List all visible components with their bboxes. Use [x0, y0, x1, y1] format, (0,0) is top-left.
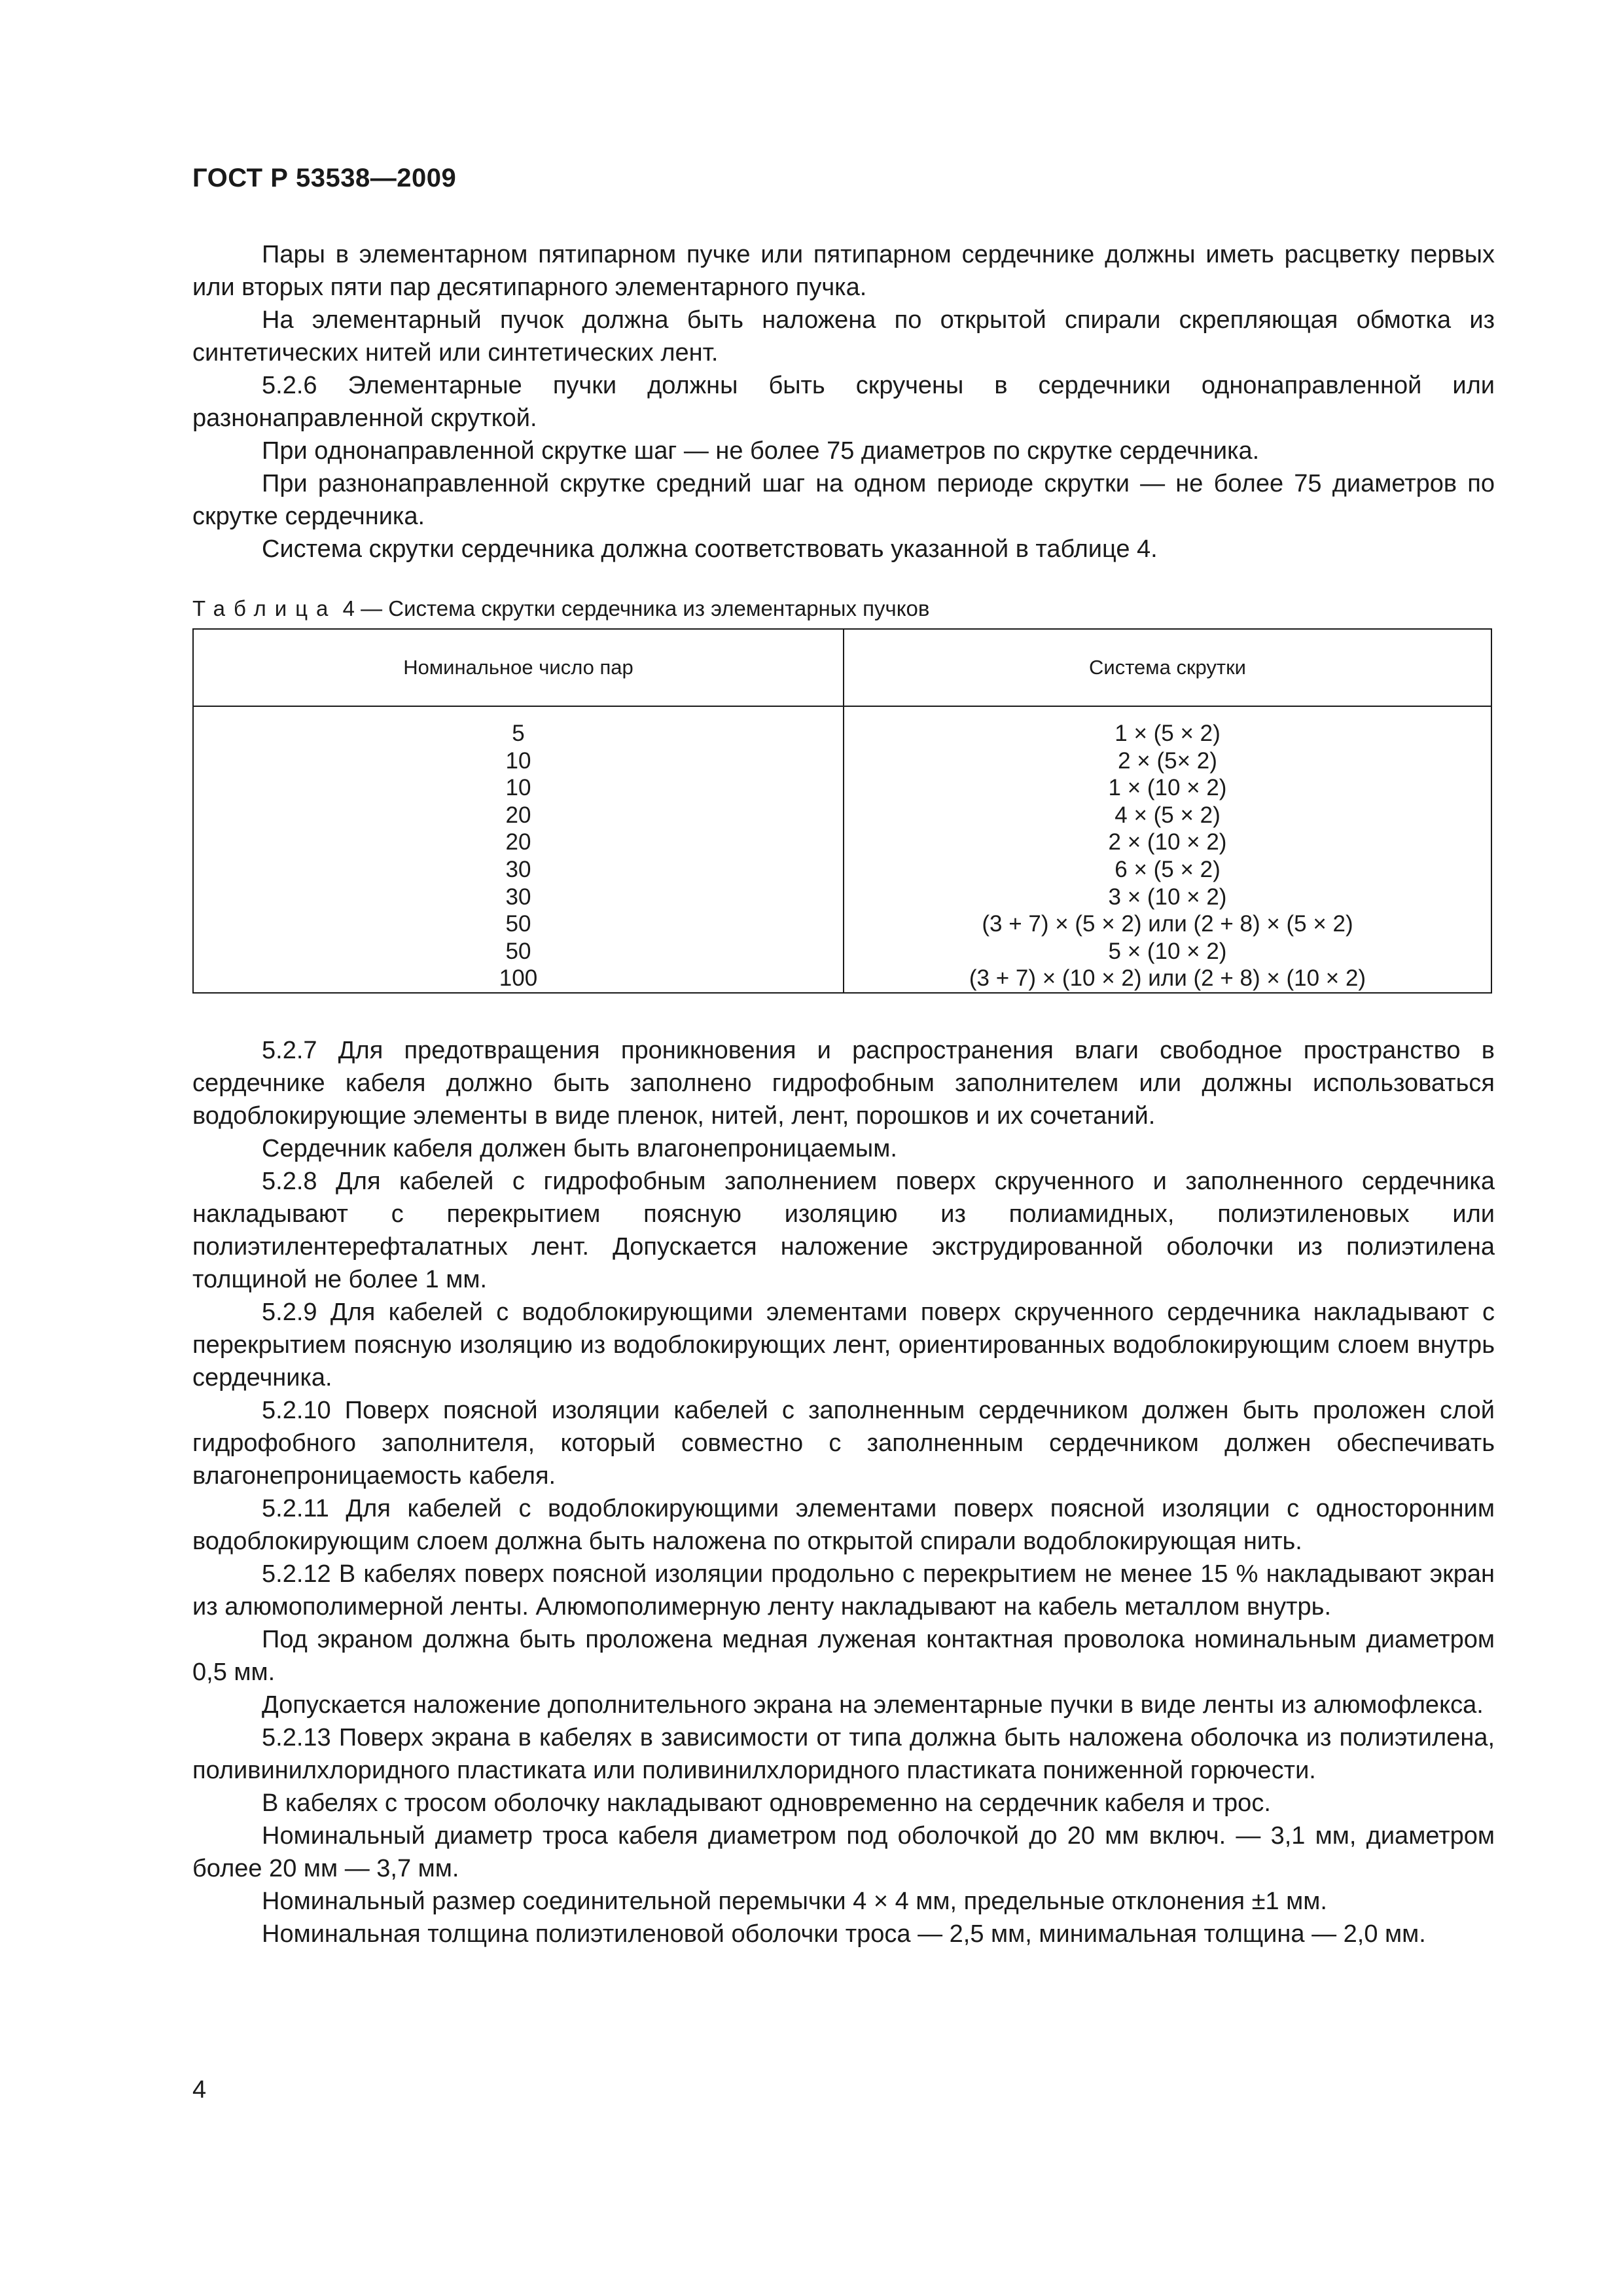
table-cell-twist-system: 5 × (10 × 2): [1108, 938, 1227, 964]
paragraph: При однонаправленной скрутке шаг — не более 75 диаметров по скрутке сердечника.: [262, 437, 1260, 465]
table-cell-pairs: 100: [499, 965, 538, 992]
table-header-divider: [194, 706, 1491, 707]
paragraph: Номинальный размер соединительной перемычки 4 × 4 мм, предельные отклонения ±1 мм.: [262, 1888, 1327, 1915]
table-cell-pairs: 20: [505, 802, 531, 828]
paragraph: Под экраном должна быть проложена медная луженая контактная проволока номинальным диаметром 0,5 мм.: [192, 1626, 1495, 1686]
table-cell-twist-system: 1 × (10 × 2): [1108, 775, 1227, 801]
paragraph: В кабелях с тросом оболочку накладывают одновременно на сердечник кабеля и трос.: [262, 1789, 1271, 1817]
table-cell-pairs: 50: [505, 938, 531, 964]
table-cell-pairs: 20: [505, 829, 531, 855]
paragraph: 5.2.12 В кабелях поверх поясной изоляции продольно с перекрытием не менее 15 % накладывают экран из алюмополимерной ленты. Алюмополимерную ленту накладывают на кабель металлом внутрь.: [192, 1560, 1495, 1621]
table-cell-twist-system: 3 × (10 × 2): [1108, 884, 1227, 910]
table-cell-pairs: 30: [505, 884, 531, 910]
table-cell-pairs: 10: [505, 775, 531, 801]
table-cell-twist-system: 4 × (5 × 2): [1115, 802, 1221, 828]
table-cell-twist-system: 2 × (5× 2): [1118, 747, 1217, 774]
table-cell-pairs: 50: [505, 911, 531, 937]
twist-system-table: [192, 628, 1492, 994]
table-cell-twist-system: (3 + 7) × (10 × 2) или (2 + 8) × (10 × 2): [969, 965, 1366, 992]
paragraph: Номинальный диаметр троса кабеля диаметром под оболочкой до 20 мм включ. — 3,1 мм, диаметром более 20 мм — 3,7 мм.: [192, 1822, 1495, 1882]
paragraph: 5.2.9 Для кабелей с водоблокирующими элементами поверх скрученного сердечника накладывают с перекрытием поясную изоляцию из водоблокирующих лент, ориентированных водоблокирующим слоем внутрь сердечника.: [192, 1299, 1495, 1391]
body-text-top: [192, 238, 1495, 565]
paragraph: 5.2.8 Для кабелей с гидрофобным заполнением поверх скрученного и заполненного сердечника накладывают с перекрытием поясную изоляцию из полиамидных, полиэтиленовых или полиэтилентерефталатных лент. Допускается наложение экструдированной оболочки из полиэтилена толщиной не более 1 мм.: [192, 1168, 1495, 1293]
table-cell-twist-system: 6 × (5 × 2): [1115, 856, 1221, 882]
paragraph: Сердечник кабеля должен быть влагонепроницаемым.: [262, 1135, 897, 1162]
table-header-twist-system: Система скрутки: [1089, 656, 1246, 679]
paragraph: Пары в элементарном пятипарном пучке или пятипарном сердечнике должны иметь расцветку первых или вторых пяти пар десятипарного элементарного пучка.: [192, 241, 1495, 301]
table-header-pairs: Номинальное число пар: [403, 656, 633, 679]
table-cell-twist-system: 1 × (5 × 2): [1115, 721, 1221, 746]
table-cell-pairs: 10: [505, 747, 531, 774]
paragraph: 5.2.10 Поверх поясной изоляции кабелей с заполненным сердечником должен быть проложен слой гидрофобного заполнителя, который совместно с заполненным сердечником должен обеспечивать влагонепроницаемость кабеля.: [192, 1397, 1495, 1490]
table-cell-twist-system: (3 + 7) × (5 × 2) или (2 + 8) × (5 × 2): [982, 911, 1353, 937]
paragraph: 5.2.7 Для предотвращения проникновения и распространения влаги свободное пространство в сердечнике кабеля должно быть заполнено гидрофобным заполнителем или должны использоваться водоблокирующие элементы в виде пленок, нитей, лент, порошков и их сочетаний.: [192, 1037, 1495, 1130]
table-caption-title: 4 — Система скрутки сердечника из элементарных пучков: [342, 596, 930, 620]
paragraph: При разнонаправленной скрутке средний шаг на одном периоде скрутки — не более 75 диаметров по скрутке сердечника.: [192, 470, 1495, 530]
paragraph: Номинальная толщина полиэтиленовой оболочки троса — 2,5 мм, минимальная толщина — 2,0 мм.: [262, 1920, 1426, 1948]
body-text-bottom: [192, 1034, 1495, 1950]
page-number: 4: [192, 2076, 207, 2104]
table-cell-pairs: 5: [512, 721, 525, 746]
paragraph: Система скрутки сердечника должна соответствовать указанной в таблице 4.: [262, 535, 1158, 563]
paragraph: 5.2.6 Элементарные пучки должны быть скручены в сердечники однонаправленной или разнонаправленной скруткой.: [192, 372, 1495, 432]
paragraph: Допускается наложение дополнительного экрана на элементарные пучки в виде ленты из алюмофлекса.: [262, 1691, 1484, 1719]
paragraph: 5.2.13 Поверх экрана в кабелях в зависимости от типа должна быть наложена оболочка из полиэтилена, поливинилхлоридного пластиката или поливинилхлоридного пластиката пониженной горючести.: [192, 1724, 1495, 1784]
paragraph: На элементарный пучок должна быть наложена по открытой спирали скрепляющая обмотка из синтетических нитей или синтетических лент.: [192, 306, 1495, 367]
paragraph: 5.2.11 Для кабелей с водоблокирующими элементами поверх поясной изоляции с односторонним водоблокирующим слоем должна быть наложена по открытой спирали водоблокирующая нить.: [192, 1495, 1495, 1555]
table-column-pairs: [194, 720, 843, 992]
standard-header: ГОСТ Р 53538—2009: [192, 164, 457, 192]
table-caption: [192, 596, 929, 622]
table-cell-pairs: 30: [505, 856, 531, 882]
table-column-twist-system: [844, 720, 1491, 992]
table-caption-word: Таблица: [192, 596, 337, 620]
table-cell-twist-system: 2 × (10 × 2): [1108, 829, 1227, 855]
